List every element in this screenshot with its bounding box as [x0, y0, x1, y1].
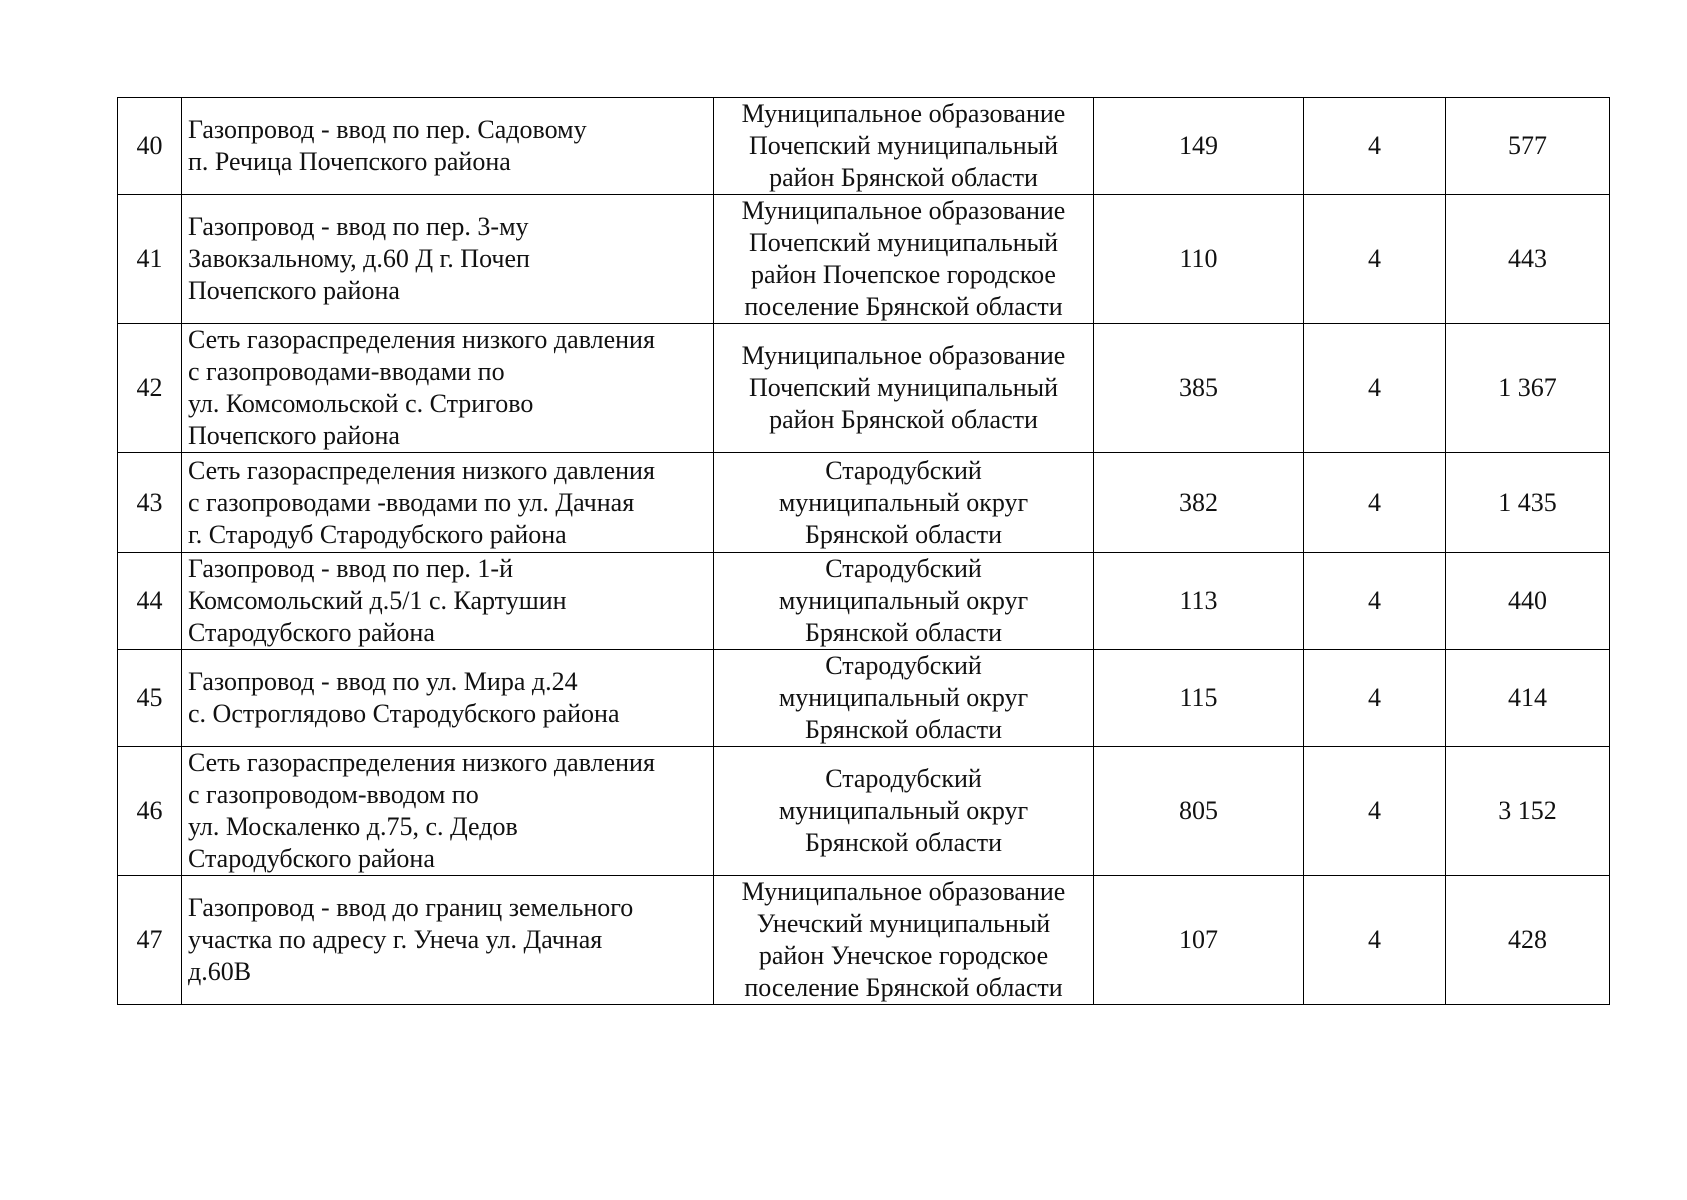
owner-line: Унечский муниципальный [756, 909, 1051, 938]
owner-cell [714, 324, 1094, 453]
table-row [118, 195, 1610, 324]
object-name-cell [182, 98, 714, 195]
object-name-cell [182, 876, 714, 1005]
object-name-line: ул. Москаленко д.75, с. Дедов [188, 812, 518, 841]
object-name-line: Газопровод - ввод по пер. Садовому [188, 115, 587, 144]
owner-line: Муниципальное образование [741, 99, 1066, 128]
object-name-line: Почепского района [188, 421, 400, 450]
owner-line: муниципальный округ [778, 487, 1029, 517]
owner-line: Стародубский [825, 554, 982, 583]
length-cell: 107 [1094, 876, 1304, 1005]
gas-pipeline-table [117, 97, 1610, 1005]
length-cell: 382 [1094, 453, 1304, 553]
owner-line: Почепский муниципальный [748, 228, 1059, 257]
owner-cell [714, 195, 1094, 324]
object-name-cell [182, 324, 714, 453]
owner-line: Почепский муниципальный [748, 373, 1059, 402]
object-name-cell [182, 453, 714, 553]
length-cell: 115 [1094, 650, 1304, 747]
owner-line: Почепский муниципальный [748, 131, 1059, 160]
object-name-line: Сеть газораспределения низкого давления [188, 325, 655, 354]
table-row [118, 453, 1610, 553]
object-name-line: с газопроводом-вводом по [188, 780, 479, 809]
capacity-cell: 443 [1446, 195, 1610, 324]
owner-line: район Брянской области [769, 405, 1038, 434]
owner-line: Муниципальное образование [741, 341, 1066, 370]
object-name-line: п. Речица Почепского района [188, 147, 511, 176]
capacity-cell: 1 435 [1446, 453, 1610, 553]
object-name-line: г. Стародуб Стародубского района [188, 519, 567, 549]
row-number-cell: 47 [118, 876, 182, 1005]
owner-line: Брянской области [805, 519, 1002, 549]
object-name-line: Комсомольский д.5/1 с. Картушин [188, 586, 567, 615]
table-row [118, 553, 1610, 650]
row-number-cell: 45 [118, 650, 182, 747]
object-name-cell [182, 553, 714, 650]
pressure-cell: 4 [1304, 195, 1446, 324]
owner-line: муниципальный округ [778, 586, 1029, 615]
object-name-line: с. Остроглядово Стародубского района [188, 699, 620, 728]
object-name-line: ул. Комсомольской с. Стригово [188, 389, 534, 418]
object-name-line: Завокзальному, д.60 Д г. Почеп [188, 244, 530, 273]
owner-line: Муниципальное образование [741, 877, 1066, 906]
capacity-cell: 414 [1446, 650, 1610, 747]
row-number-cell: 41 [118, 195, 182, 324]
owner-line: Муниципальное образование [741, 196, 1066, 225]
object-name-line: д.60В [188, 957, 252, 986]
object-name-line: Газопровод - ввод по пер. 3-му [188, 212, 529, 241]
length-cell: 805 [1094, 747, 1304, 876]
pressure-cell: 4 [1304, 747, 1446, 876]
capacity-cell: 3 152 [1446, 747, 1610, 876]
object-name-line: Стародубского района [188, 844, 435, 873]
owner-cell [714, 650, 1094, 747]
row-number-cell: 40 [118, 98, 182, 195]
object-name-cell [182, 650, 714, 747]
length-cell: 110 [1094, 195, 1304, 324]
pressure-cell: 4 [1304, 553, 1446, 650]
pressure-cell: 4 [1304, 324, 1446, 453]
owner-line: Брянской области [805, 618, 1002, 647]
owner-line: район Унечское городское [758, 941, 1049, 970]
object-name-line: Почепского района [188, 276, 400, 305]
owner-cell [714, 553, 1094, 650]
owner-line: Брянской области [805, 828, 1002, 857]
length-cell: 149 [1094, 98, 1304, 195]
owner-line: Стародубский [825, 764, 982, 793]
pressure-cell: 4 [1304, 98, 1446, 195]
pressure-cell: 4 [1304, 453, 1446, 553]
object-name-line: с газопроводами-вводами по [188, 357, 505, 386]
capacity-cell: 428 [1446, 876, 1610, 1005]
object-name-line: Газопровод - ввод по пер. 1-й [188, 554, 513, 583]
table-row [118, 324, 1610, 453]
table-row [118, 747, 1610, 876]
capacity-cell: 577 [1446, 98, 1610, 195]
object-name-line: Стародубского района [188, 618, 435, 647]
capacity-cell: 1 367 [1446, 324, 1610, 453]
owner-cell [714, 747, 1094, 876]
table-body [118, 98, 1610, 1005]
pressure-cell: 4 [1304, 650, 1446, 747]
object-name-cell [182, 747, 714, 876]
table-row [118, 98, 1610, 195]
pressure-cell: 4 [1304, 876, 1446, 1005]
owner-line: муниципальный округ [778, 796, 1029, 825]
row-number-cell: 43 [118, 453, 182, 553]
table-row [118, 650, 1610, 747]
capacity-cell: 440 [1446, 553, 1610, 650]
owner-line: район Почепское городское [751, 260, 1056, 289]
owner-line: поселение Брянской области [744, 292, 1063, 321]
table-row [118, 876, 1610, 1005]
object-name-line: с газопроводами -вводами по ул. Дачная [188, 487, 635, 517]
length-cell: 113 [1094, 553, 1304, 650]
owner-line: район Брянской области [769, 163, 1038, 192]
object-name-line: участка по адресу г. Унеча ул. Дачная [188, 925, 603, 954]
object-name-line: Газопровод - ввод по ул. Мира д.24 [188, 667, 578, 696]
owner-line: Стародубский [825, 455, 982, 485]
owner-line: поселение Брянской области [744, 973, 1063, 1002]
object-name-line: Сеть газораспределения низкого давления [188, 455, 655, 485]
owner-cell [714, 98, 1094, 195]
row-number-cell: 44 [118, 553, 182, 650]
owner-cell [714, 876, 1094, 1005]
object-name-line: Сеть газораспределения низкого давления [188, 748, 655, 777]
owner-line: Стародубский [825, 651, 982, 680]
row-number-cell: 46 [118, 747, 182, 876]
owner-line: Брянской области [805, 715, 1002, 744]
row-number-cell: 42 [118, 324, 182, 453]
owner-line: муниципальный округ [778, 683, 1029, 712]
owner-cell [714, 453, 1094, 553]
length-cell: 385 [1094, 324, 1304, 453]
object-name-line: Газопровод - ввод до границ земельного [188, 893, 634, 922]
object-name-cell [182, 195, 714, 324]
